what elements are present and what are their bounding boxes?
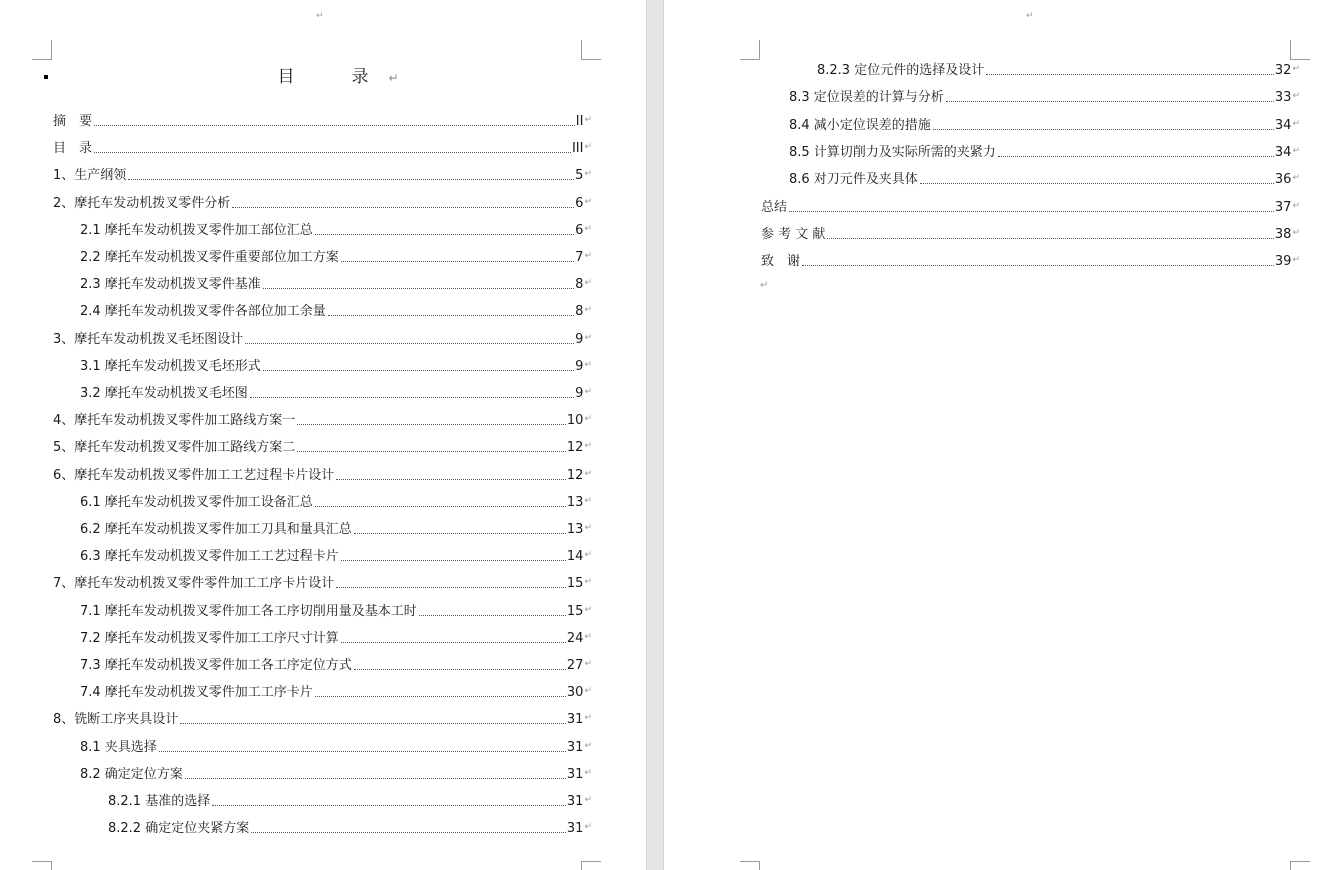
toc-title[interactable]: [0, 62, 646, 87]
toc-dot-leader: [354, 533, 566, 534]
paragraph-mark: ↵: [584, 251, 592, 261]
header-paragraph-mark: ↵: [1026, 11, 1034, 21]
toc-entry-label: 6、摩托车发动机拨叉零件加工工艺过程卡片设计: [53, 467, 335, 483]
toc-dot-leader: [336, 479, 566, 480]
toc-entry[interactable]: [53, 438, 592, 456]
toc-dot-leader: [297, 451, 566, 452]
toc-entry[interactable]: [761, 225, 1300, 243]
toc-entry[interactable]: [53, 139, 592, 157]
toc-entry-label: 6.2 摩托车发动机拨叉零件加工刀具和量具汇总: [80, 522, 352, 537]
toc-entry-label: 8、铣断工序夹具设计: [53, 712, 179, 728]
toc-entry-page-number: 6: [575, 222, 584, 238]
toc-entry[interactable]: [80, 221, 592, 239]
toc-dot-leader: [827, 238, 1274, 239]
toc-entry-label: 8.4 减小定位误差的措施: [789, 117, 931, 133]
paragraph-mark: ↵: [584, 359, 592, 370]
toc-dot-leader: [920, 183, 1274, 184]
paragraph-mark: ↵: [584, 142, 592, 153]
paragraph-mark: ↵: [584, 468, 592, 479]
paragraph-mark: ↵: [584, 169, 592, 180]
toc-entry-label: 8.1 夹具选择: [80, 739, 157, 755]
toc-entry-page-number: 7: [575, 250, 584, 265]
header-paragraph-mark: ↵: [316, 11, 324, 21]
crop-mark-top-left: [740, 40, 760, 60]
paragraph-mark: ↵: [584, 740, 592, 751]
toc-entry-label: 2.3 摩托车发动机拨叉零件基准: [80, 277, 261, 293]
toc-entry-page-number: 34: [1274, 117, 1292, 133]
toc-entry-page-number: 8: [575, 277, 584, 293]
paragraph-mark: ↵: [584, 523, 592, 533]
toc-dot-leader: [180, 723, 566, 724]
toc-entry-label: 总结: [761, 199, 788, 215]
paragraph-mark: ↵: [584, 767, 592, 778]
toc-entry-page-number: 8: [575, 304, 584, 320]
paragraph-mark: ↵: [584, 278, 592, 289]
toc-entry[interactable]: [761, 198, 1300, 216]
toc-entry-page-number: 24: [566, 630, 584, 646]
toc-title-text: 目 录: [277, 67, 389, 87]
toc-entry[interactable]: [761, 252, 1300, 270]
toc-entry[interactable]: [80, 656, 592, 674]
toc-dot-leader: [232, 207, 574, 208]
paragraph-mark: ↵: [388, 71, 399, 85]
toc-entry-page-number: 31: [566, 712, 584, 728]
crop-mark-top-left: [32, 40, 52, 60]
toc-dot-leader: [128, 179, 574, 180]
toc-dot-leader: [998, 156, 1274, 157]
toc-entry-label: 8.6 对刀元件及夹具体: [789, 172, 918, 188]
toc-entry-page-number: 34: [1274, 144, 1292, 160]
toc-dot-leader: [315, 696, 566, 697]
document-page-right[interactable]: [664, 0, 1324, 870]
toc-entry-label: 2、摩托车发动机拨叉零件分析: [53, 195, 231, 211]
paragraph-mark: ↵: [584, 659, 592, 669]
toc-entry-page-number: 31: [566, 794, 584, 809]
toc-entry-label: 3.2 摩托车发动机拨叉毛坯图: [80, 386, 248, 401]
paragraph-mark: ↵: [584, 332, 592, 343]
toc-entry-page-number: 9: [575, 331, 584, 347]
toc-entry[interactable]: [817, 61, 1300, 79]
toc-entry-label: 2.4 摩托车发动机拨叉零件各部位加工余量: [80, 304, 326, 320]
toc-entry-label: 8.5 计算切削力及实际所需的夹紧力: [789, 144, 996, 160]
toc-dot-leader: [94, 125, 575, 126]
toc-entry-label: 致 谢: [761, 254, 801, 270]
toc-dot-leader: [328, 315, 574, 316]
toc-entry-label: 4、摩托车发动机拨叉零件加工路线方案一: [53, 413, 296, 429]
end-paragraph-mark: ↵: [760, 280, 769, 291]
paragraph-mark: ↵: [1292, 118, 1300, 129]
paragraph-mark: ↵: [584, 414, 592, 425]
toc-entry-label: 8.2.2 确定定位夹紧方案: [108, 821, 250, 837]
toc-entry-page-number: 13: [566, 494, 584, 510]
toc-entry-page-number: 12: [566, 440, 584, 456]
toc-entry[interactable]: [53, 330, 592, 348]
toc-dot-leader: [336, 587, 566, 588]
paragraph-mark: ↵: [584, 495, 592, 506]
toc-dot-leader: [986, 74, 1274, 75]
crop-mark-bottom-right: [1290, 861, 1310, 870]
toc-entry[interactable]: [80, 547, 592, 565]
toc-entry[interactable]: [53, 574, 592, 592]
toc-entry-label: 7、摩托车发动机拨叉零件零件加工工序卡片设计: [53, 576, 335, 592]
toc-entry-label: 目 录: [53, 141, 93, 157]
toc-entry[interactable]: [108, 819, 592, 837]
paragraph-mark: ↵: [584, 604, 592, 615]
toc-dot-leader: [263, 370, 574, 371]
toc-entry-page-number: 38: [1274, 226, 1292, 242]
paragraph-mark: ↵: [1292, 173, 1300, 184]
toc-entry-label: 2.1 摩托车发动机拨叉零件加工部位汇总: [80, 222, 313, 238]
toc-entry[interactable]: [80, 629, 592, 647]
crop-mark-top-right: [1290, 40, 1310, 60]
paragraph-mark: ↵: [584, 441, 592, 452]
paragraph-mark: ↵: [584, 713, 592, 724]
toc-entry-page-number: 31: [566, 766, 584, 782]
toc-dot-leader: [341, 560, 566, 561]
toc-dot-leader: [297, 424, 566, 425]
toc-entry[interactable]: [80, 357, 592, 375]
toc-entry[interactable]: [53, 112, 592, 130]
toc-entry-page-number: 10: [566, 413, 584, 429]
toc-dot-leader: [212, 805, 566, 806]
toc-entry[interactable]: [789, 143, 1300, 161]
toc-entry-page-number: 15: [566, 576, 584, 592]
paragraph-mark: ↵: [1292, 145, 1300, 156]
paragraph-mark: ↵: [1292, 255, 1300, 266]
toc-entry[interactable]: [80, 765, 592, 783]
toc-dot-leader: [789, 211, 1274, 212]
toc-entry-label: 7.3 摩托车发动机拨叉零件加工各工序定位方式: [80, 658, 352, 673]
toc-dot-leader: [341, 642, 566, 643]
crop-mark-bottom-left: [32, 861, 52, 870]
crop-mark-top-right: [581, 40, 601, 60]
toc-entry[interactable]: [80, 493, 592, 511]
toc-entry-label: 3、摩托车发动机拨叉毛坯图设计: [53, 331, 244, 347]
toc-entry-label: 2.2 摩托车发动机拨叉零件重要部位加工方案: [80, 250, 339, 265]
paragraph-mark: ↵: [584, 631, 592, 642]
toc-entry-page-number: 33: [1274, 90, 1292, 106]
toc-entry-page-number: 14: [566, 549, 584, 565]
paragraph-mark: ↵: [584, 822, 592, 833]
paragraph-mark: ↵: [1292, 200, 1300, 211]
toc-entry[interactable]: [80, 683, 592, 701]
paragraph-mark: ↵: [584, 577, 592, 588]
toc-entry-page-number: 6: [575, 195, 584, 211]
toc-entry-label: 5、摩托车发动机拨叉零件加工路线方案二: [53, 440, 296, 456]
toc-dot-leader: [802, 265, 1274, 266]
toc-entry[interactable]: [53, 194, 592, 212]
paragraph-mark: ↵: [584, 305, 592, 316]
toc-entry[interactable]: [80, 302, 592, 320]
toc-dot-leader: [315, 234, 574, 235]
paragraph-mark: ↵: [584, 795, 592, 805]
toc-entry-page-number: 5: [575, 168, 584, 184]
toc-entry-label: 8.2.3 定位元件的选择及设计: [817, 63, 985, 78]
toc-entry-label: 8.3 定位误差的计算与分析: [789, 90, 944, 106]
toc-entry-page-number: 15: [566, 603, 584, 619]
toc-entry-page-number: 32: [1274, 63, 1292, 78]
toc-entry-page-number: II: [575, 114, 584, 129]
toc-dot-leader: [341, 261, 574, 262]
toc-entry-label: 7.1 摩托车发动机拨叉零件加工各工序切削用量及基本工时: [80, 603, 417, 619]
paragraph-mark: ↵: [1292, 91, 1300, 102]
toc-dot-leader: [315, 506, 566, 507]
toc-dot-leader: [354, 669, 566, 670]
toc-entry-label: 7.2 摩托车发动机拨叉零件加工工序尺寸计算: [80, 630, 339, 646]
toc-entry[interactable]: [53, 411, 592, 429]
toc-entry-page-number: 9: [575, 386, 584, 401]
toc-entry-page-number: 12: [566, 467, 584, 483]
toc-dot-leader: [419, 615, 566, 616]
crop-mark-bottom-right: [581, 861, 601, 870]
toc-entry-label: 1、生产纲领: [53, 168, 127, 184]
document-page-left[interactable]: [0, 0, 646, 870]
paragraph-mark: ↵: [584, 115, 592, 125]
paragraph-mark: ↵: [584, 550, 592, 561]
toc-entry-label: 8.2.1 基准的选择: [108, 794, 211, 809]
toc-dot-leader: [245, 343, 574, 344]
toc-entry-label: 3.1 摩托车发动机拨叉毛坯形式: [80, 358, 261, 374]
toc-entry-page-number: III: [571, 141, 584, 157]
toc-entry[interactable]: [80, 384, 592, 402]
toc-entry[interactable]: [80, 275, 592, 293]
toc-dot-leader: [263, 288, 574, 289]
toc-entry-page-number: 9: [575, 358, 584, 374]
toc-entry-label: 8.2 确定定位方案: [80, 766, 183, 782]
toc-entry-label: 参 考 文 献: [761, 226, 826, 242]
toc-entry-page-number: 13: [566, 522, 584, 537]
toc-entry[interactable]: [789, 116, 1300, 134]
crop-mark-bottom-left: [740, 861, 760, 870]
toc-entry-page-number: 31: [566, 821, 584, 837]
toc-entry[interactable]: [80, 602, 592, 620]
toc-entry[interactable]: [80, 248, 592, 266]
toc-entry[interactable]: [108, 792, 592, 810]
toc-entry-label: 7.4 摩托车发动机拨叉零件加工工序卡片: [80, 685, 313, 701]
toc-entry[interactable]: [53, 466, 592, 484]
toc-dot-leader: [251, 832, 566, 833]
toc-dot-leader: [250, 397, 574, 398]
paragraph-mark: ↵: [1292, 227, 1300, 238]
toc-entry-page-number: 27: [566, 658, 584, 673]
toc-entry[interactable]: [80, 738, 592, 756]
toc-entry-page-number: 31: [566, 739, 584, 755]
toc-entry[interactable]: [80, 520, 592, 538]
toc-dot-leader: [933, 129, 1274, 130]
toc-entry-page-number: 30: [566, 685, 584, 701]
toc-entry[interactable]: [53, 166, 592, 184]
toc-dot-leader: [159, 751, 566, 752]
paragraph-mark: ↵: [584, 686, 592, 697]
paragraph-mark: ↵: [584, 387, 592, 397]
toc-entry-label: 6.3 摩托车发动机拨叉零件加工工艺过程卡片: [80, 549, 339, 565]
toc-entry[interactable]: [53, 710, 592, 728]
toc-entry[interactable]: [789, 170, 1300, 188]
toc-dot-leader: [94, 152, 571, 153]
paragraph-mark: ↵: [584, 196, 592, 207]
toc-entry-page-number: 36: [1274, 172, 1292, 188]
toc-entry-page-number: 39: [1274, 254, 1292, 270]
toc-dot-leader: [946, 101, 1274, 102]
toc-entry-page-number: 37: [1274, 199, 1292, 215]
paragraph-mark: ↵: [1292, 64, 1300, 74]
paragraph-mark: ↵: [584, 223, 592, 234]
page-gutter: [646, 0, 664, 870]
toc-dot-leader: [185, 778, 566, 779]
toc-entry-label: 6.1 摩托车发动机拨叉零件加工设备汇总: [80, 494, 313, 510]
toc-entry-label: 摘 要: [53, 114, 93, 129]
toc-entry[interactable]: [789, 88, 1300, 106]
